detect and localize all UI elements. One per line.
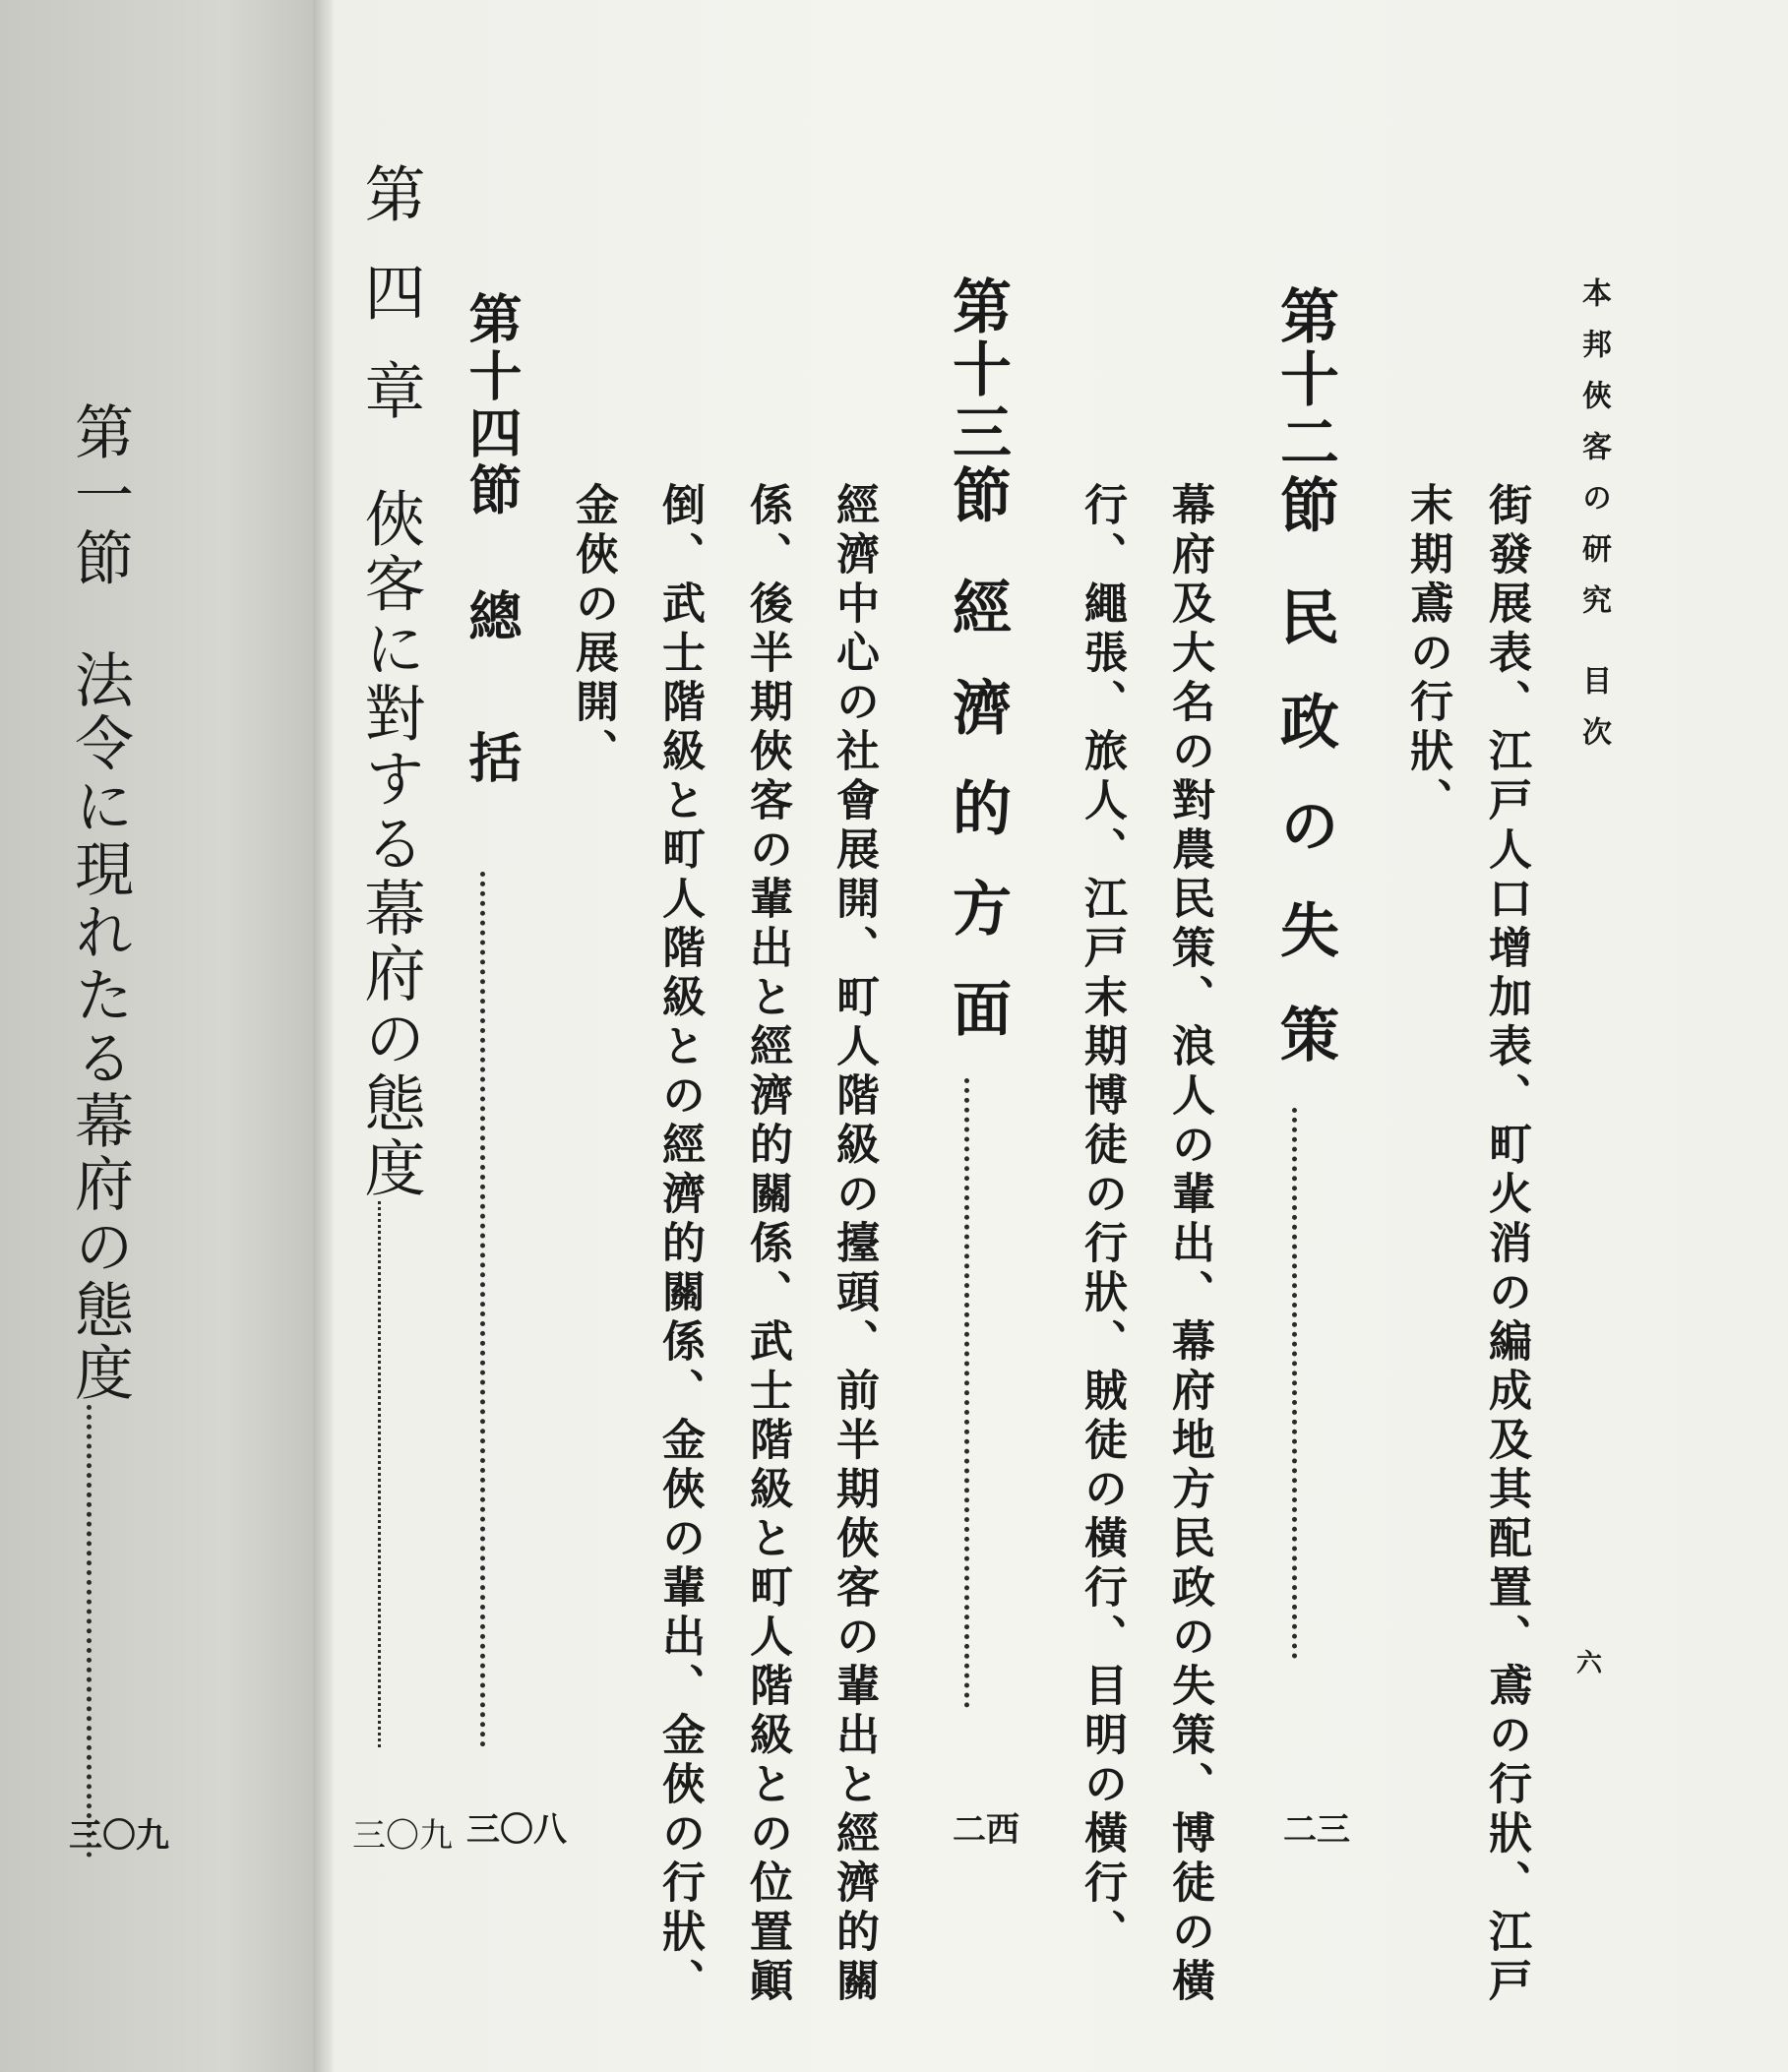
section14-number: 第十四節 (461, 291, 524, 519)
chapter4-section1-page: 三〇九 (69, 1816, 169, 1856)
page-folio: 六 (1576, 1649, 1603, 1678)
chapter4-section1-title: 法令に現れたる幕府の態度 (65, 649, 134, 1405)
continuation-line-1: 街發展表、江戸人口增加表、町火消の編成及其配置、鳶の行狀、江戸 (1481, 482, 1531, 2007)
chapter4-heading (346, 162, 434, 1855)
book-gutter (313, 0, 333, 2072)
chapter4-section1-number: 第一節 (65, 401, 134, 590)
running-header (1572, 277, 1615, 809)
left-page (0, 0, 323, 2072)
chapter4-section1-leader (87, 1405, 92, 1858)
section14-page: 三〇八 (466, 1810, 567, 1850)
continuation-line-2: 末期鳶の行狀、 (1402, 482, 1452, 826)
running-header-section: 目次 (1576, 665, 1611, 767)
chapter4-number: 第四章 (354, 162, 426, 457)
section13-desc-line-1: 經濟中心の社會展開、町人階級の擡頭、前半期俠客の輩出と經濟的關 (829, 482, 879, 2007)
chapter4-section1-heading (57, 401, 142, 1858)
section13-desc-line-3: 倒、武士階級と町人階級との經濟的關係、金俠の輩出、金俠の行狀、 (654, 482, 705, 2007)
section13-number: 第十三節 (943, 275, 1012, 527)
chapter4-page: 三〇九 (352, 1816, 453, 1856)
section13-heading (935, 275, 1019, 1850)
section12-desc-line-2: 行、繩張、旅人、江戸末期博徒の行狀、賊徒の橫行、目明の橫行、 (1077, 482, 1127, 1958)
chapter4-leader (378, 1201, 381, 1747)
section13-title: 經濟的方面 (943, 577, 1012, 1078)
section13-desc-line-4: 金俠の展開、 (568, 482, 618, 777)
section14-leader (480, 872, 485, 1747)
chapter4-title: 俠客に對する幕府の態度 (354, 487, 426, 1201)
section13-desc-line-2: 係、後半期俠客の輩出と經濟的關係、武士階級と町人階級との位置顚 (742, 482, 792, 2007)
section12-number: 第十二節 (1270, 285, 1339, 537)
section14-title: 總括 (461, 588, 524, 872)
running-header-title: 本邦俠客の研究 (1576, 277, 1611, 636)
section12-desc-line-1: 幕府及大名の對農民策、浪人の輩出、幕府地方民政の失策、博徒の橫 (1164, 482, 1214, 2007)
section12-title: 民政の失策 (1270, 586, 1339, 1108)
section14-heading (455, 291, 530, 1846)
section12-page: 二三 (1283, 1810, 1350, 1850)
section12-heading (1263, 285, 1347, 1850)
section13-page: 二西 (953, 1810, 1019, 1850)
section13-leader (964, 1078, 969, 1708)
section12-leader (1292, 1108, 1297, 1659)
